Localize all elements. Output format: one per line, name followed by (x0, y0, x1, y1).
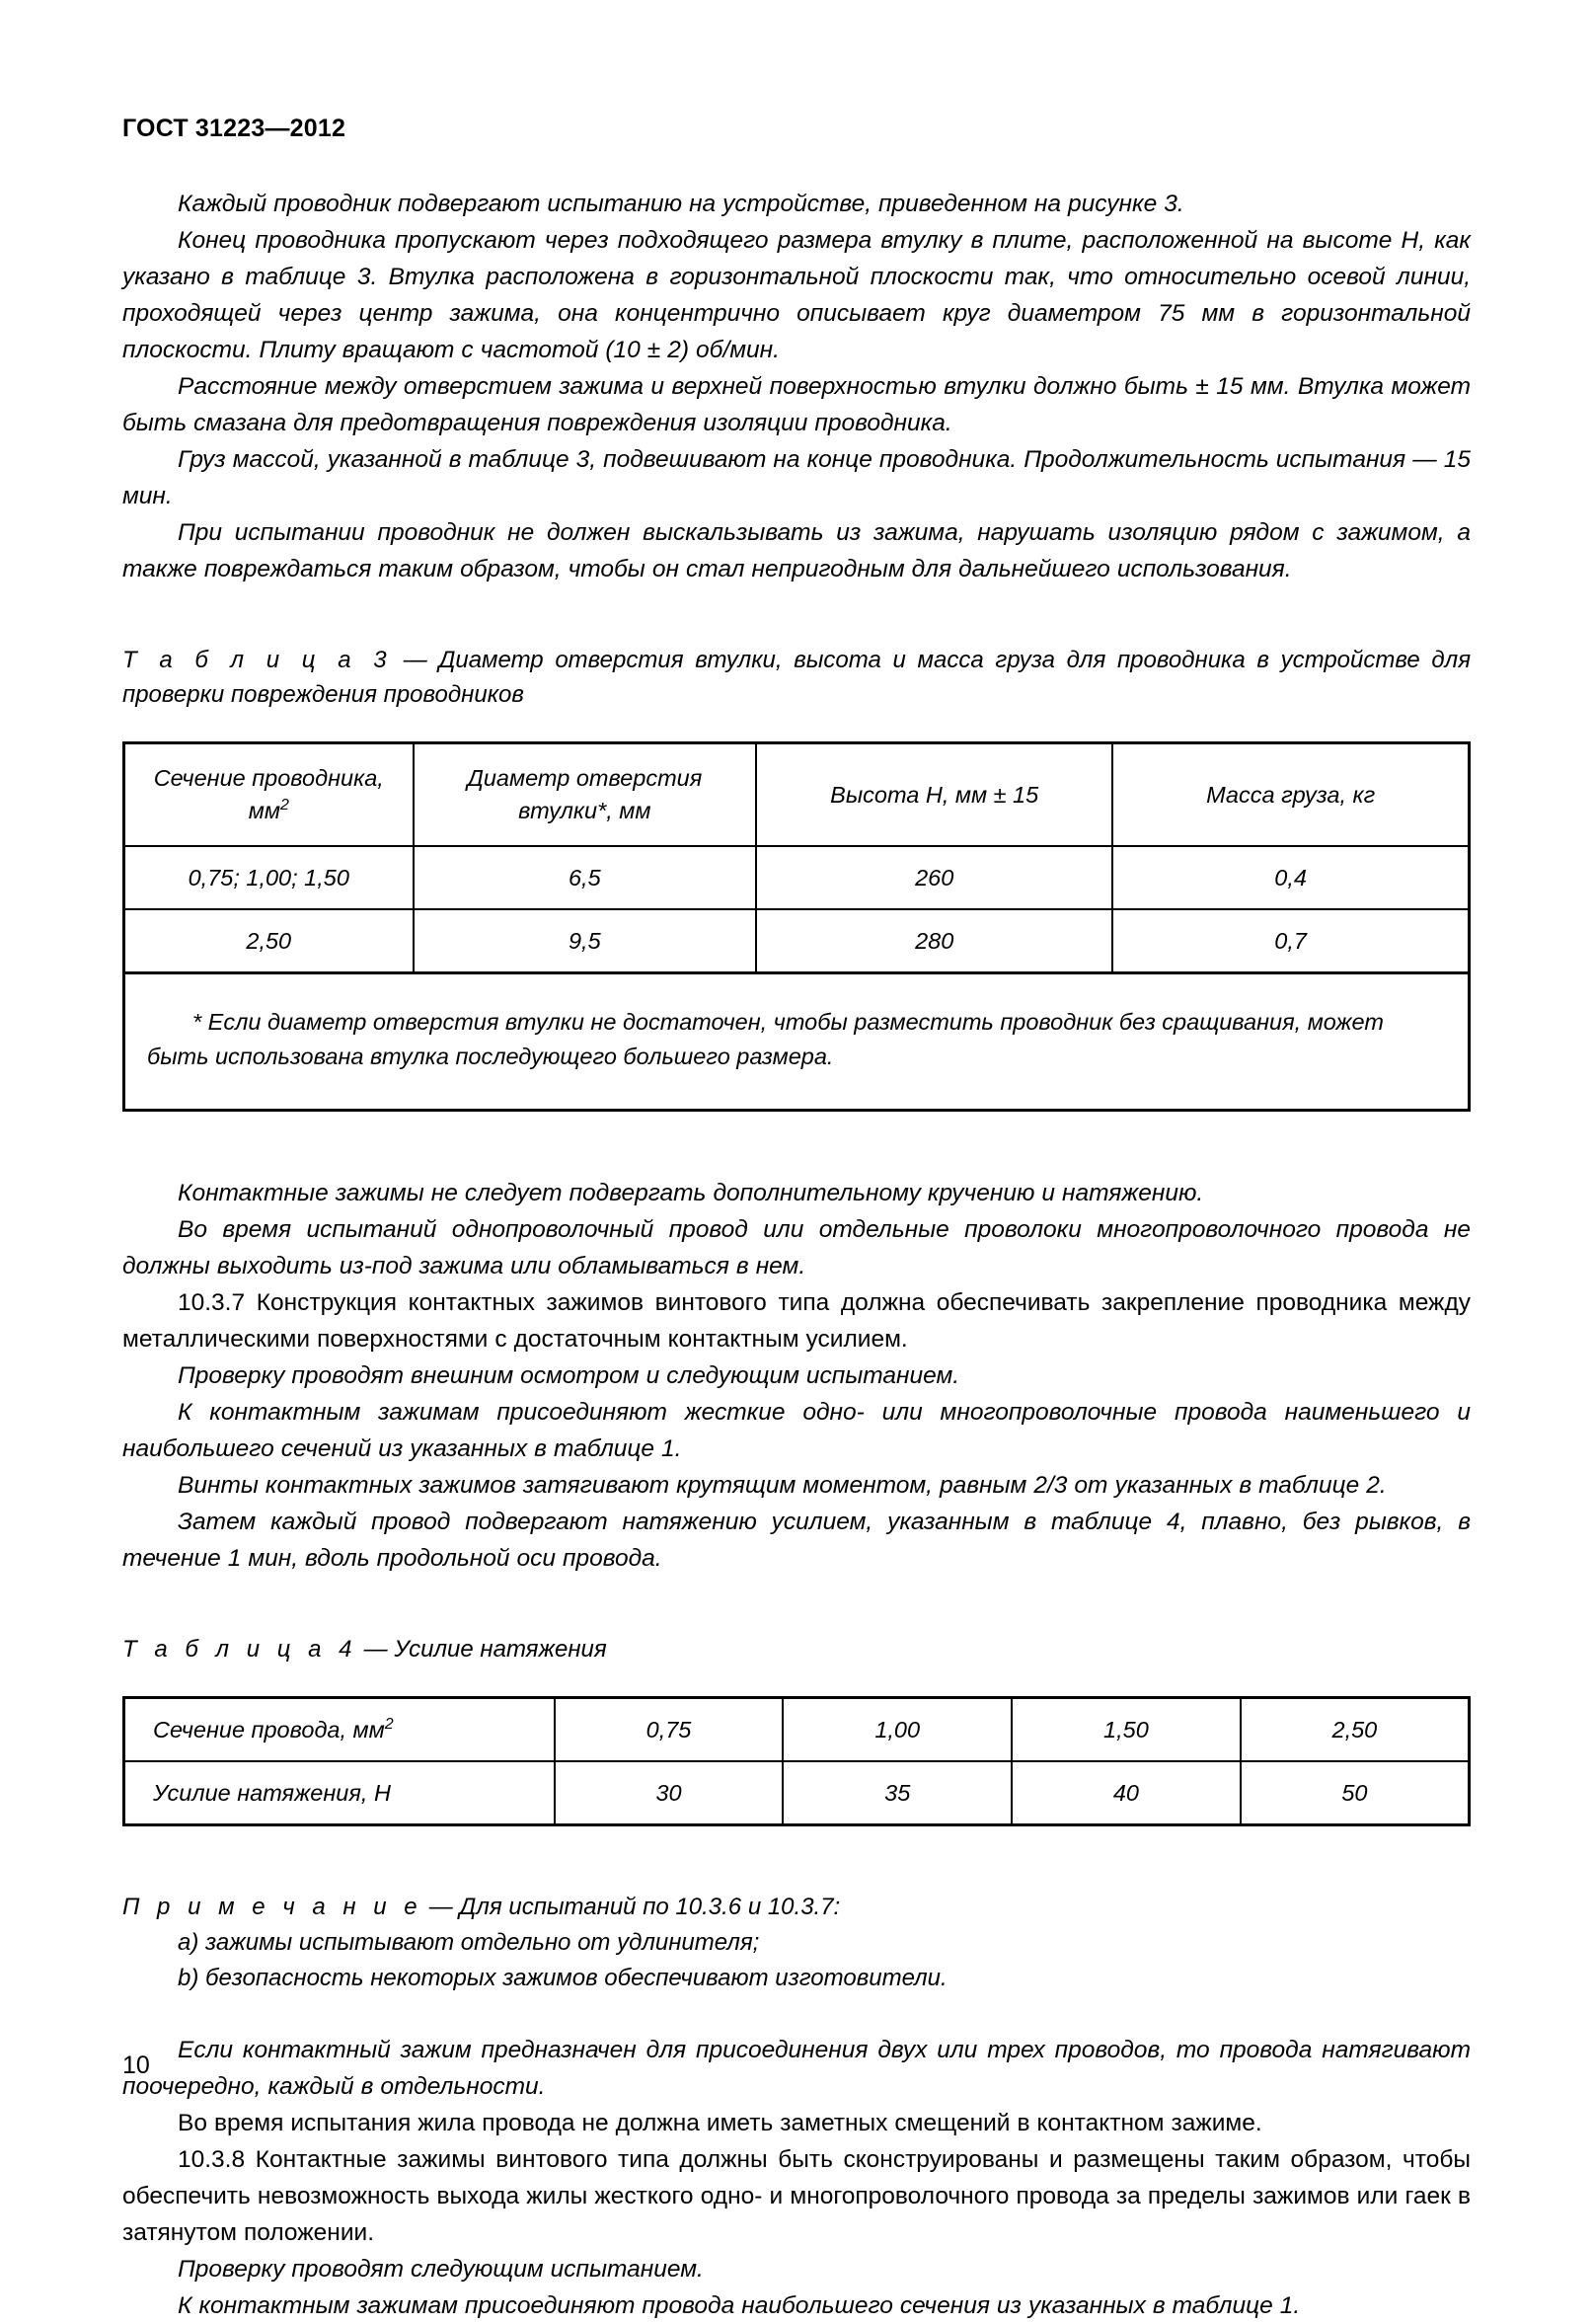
table3-footnote-text: * Если диаметр отверстия втулки не достаточен, чтобы разместить проводник без сращивания, может быть использована втулка последующего большего размера. (147, 1009, 1384, 1069)
table4-cell: 35 (783, 1761, 1012, 1825)
table-row (124, 1698, 1470, 1762)
running-header-standard-id: ГОСТ 31223—2012 (122, 115, 346, 142)
note-block (122, 1890, 1471, 1996)
table3-caption-label: Т а б л и ц а 3 (122, 647, 393, 673)
paragraph: Контактные зажимы не следует подвергать дополнительному кручению и натяжению. (178, 1180, 1204, 1206)
paragraph-clause-10-3-8: 10.3.8 Контактные зажимы винтового типа должны быть сконструированы и размещены таким образом, чтобы обеспечить невозможность выхода жилы жесткого одно- и многопроволочного провода за пределы зажимов или гаек в затянутом положении. (122, 2146, 1471, 2246)
paragraph: При испытании проводник не должен выскальзывать из зажима, нарушать изоляцию рядом с зажимом, а также повреждаться таким образом, чтобы он стал непригодным для дальнейшего использования. (122, 519, 1471, 582)
paragraph: Груз массой, указанной в таблице 3, подвешивают на конце проводника. Продолжительность испытания — 15 мин. (122, 446, 1471, 509)
note-lead (122, 1890, 1471, 1925)
table-row (124, 846, 1470, 909)
paragraph: Проверку проводят следующим испытанием. (178, 2256, 704, 2283)
table-3 (122, 741, 1471, 1112)
table3-cell: 0,7 (1112, 909, 1469, 973)
spacer (122, 1666, 1471, 1696)
table-row-header (124, 743, 1470, 847)
table4-cell: 30 (555, 1761, 784, 1825)
spacer (122, 1577, 1471, 1632)
table3-cell: 280 (756, 909, 1112, 973)
table3-cell: 2,50 (124, 909, 414, 973)
table3-caption-text: Диаметр отверстия втулки, высота и масса груза для проводника в устройстве для проверки повреждения проводников (122, 647, 1472, 708)
superscript-two: 2 (279, 797, 289, 814)
note-item: a) зажимы испытывают отдельно от удлинителя; (178, 1929, 760, 1956)
table3-cell: 0,75; 1,00; 1,50 (124, 846, 414, 909)
table3-cell: 6,5 (414, 846, 757, 909)
spacer (122, 1996, 1471, 2032)
note-lead-text: Для испытаний по 10.3.6 и 10.3.7: (459, 1894, 841, 1920)
table4-caption-dash: — (356, 1636, 395, 1663)
table4-cell: 1,50 (1012, 1698, 1241, 1762)
table4-caption (122, 1632, 1471, 1666)
table4-cell: 0,75 (555, 1698, 784, 1762)
note-lead-label: П р и м е ч а н и е (122, 1894, 423, 1920)
paragraph: Во время испытаний однопроволочный провод или отдельные проволоки многопроволочного провода не должны выходить из-под зажима или обламываться в нем. (122, 1216, 1471, 1279)
table-4 (122, 1696, 1471, 1826)
spacer (122, 1112, 1471, 1175)
table3-header-text: Сечение проводника, мм (153, 765, 384, 823)
table3-header-cell: Масса груза, кг (1112, 743, 1469, 847)
table3-cell: 0,4 (1112, 846, 1469, 909)
table3-caption-dash: — (392, 647, 439, 673)
paragraph: К контактным зажимам присоединяют провода наибольшего сечения из указанных в таблице 1. (178, 2292, 1301, 2319)
table-row (124, 1761, 1470, 1825)
table3-footnote (124, 973, 1470, 1111)
table3-header-cell: Высота Н, мм ± 15 (756, 743, 1112, 847)
table4-cell: 50 (1241, 1761, 1470, 1825)
table-row (124, 909, 1470, 973)
spacer (122, 587, 1471, 643)
paragraph: Проверку проводят внешним осмотром и следующим испытанием. (178, 1362, 960, 1389)
table4-row-label-text: Сечение провода, мм (153, 1716, 385, 1743)
table-row-footnote (124, 973, 1470, 1111)
table3-caption (122, 643, 1471, 712)
note-lead-dash: — (422, 1894, 460, 1920)
paragraph: Если контактный зажим предназначен для присоединения двух или трех проводов, то провода натягивают поочередно, каждый в отдельности. (122, 2037, 1471, 2100)
superscript-two: 2 (384, 1715, 394, 1733)
paragraph: К контактным зажимам присоединяют жесткие одно- или многопроволочные провода наименьшего и наибольшего сечений из указанных в таблице 1. (122, 1399, 1471, 1462)
table4-cell: 2,50 (1241, 1698, 1470, 1762)
paragraph: Расстояние между отверстием зажима и верхней поверхностью втулки должно быть ± 15 мм. Втулка может быть смазана для предотвращения повреждения изоляции проводника. (122, 373, 1471, 436)
table4-row-label: Усилие натяжения, Н (124, 1761, 555, 1825)
table4-cell: 40 (1012, 1761, 1241, 1825)
table4-caption-label: Т а б л и ц а 4 (122, 1636, 357, 1663)
table4-cell: 1,00 (783, 1698, 1012, 1762)
table3-cell: 9,5 (414, 909, 757, 973)
note-item: b) безопасность некоторых зажимов обеспечивают изготовители. (178, 1965, 948, 1991)
paragraph: Винты контактных зажимов затягивают крутящим моментом, равным 2/3 от указанных в таблице 2. (178, 1472, 1387, 1499)
paragraph: Во время испытания жила провода не должна иметь заметных смещений в контактном зажиме. (178, 2110, 1262, 2136)
spacer (122, 712, 1471, 741)
paragraph: Каждый проводник подвергают испытанию на устройстве, приведенном на рисунке 3. (178, 191, 1184, 217)
page-content (122, 186, 1471, 2324)
table3-header-cell (124, 743, 414, 847)
paragraph-clause-10-3-7: 10.3.7 Конструкция контактных зажимов винтового типа должна обеспечивать закрепление проводника между металлическими поверхностями с достаточным контактным усилием. (122, 1289, 1471, 1353)
paragraph: Затем каждый провод подвергают натяжению усилием, указанным в таблице 4, плавно, без рывков, в течение 1 мин, вдоль продольной оси провода. (122, 1509, 1471, 1572)
table3-cell: 260 (756, 846, 1112, 909)
table4-row-label (124, 1698, 555, 1762)
table3-header-cell: Диаметр отверстия втулки*, мм (414, 743, 757, 847)
table4-caption-text: Усилие натяжения (394, 1636, 607, 1663)
paragraph: Конец проводника пропускают через подходящего размера втулку в плите, расположенной на высоте Н, как указано в таблице 3. Втулка расположена в горизонтальной плоскости так, что относительно осевой линии, проходящей через центр зажима, она концентрично описывает круг диаметром 75 мм в горизонтальной плоскости. Плиту вращают с частотой (10 ± 2) об/мин. (122, 227, 1471, 363)
page-number: 10 (122, 2052, 150, 2079)
spacer (122, 1826, 1471, 1890)
